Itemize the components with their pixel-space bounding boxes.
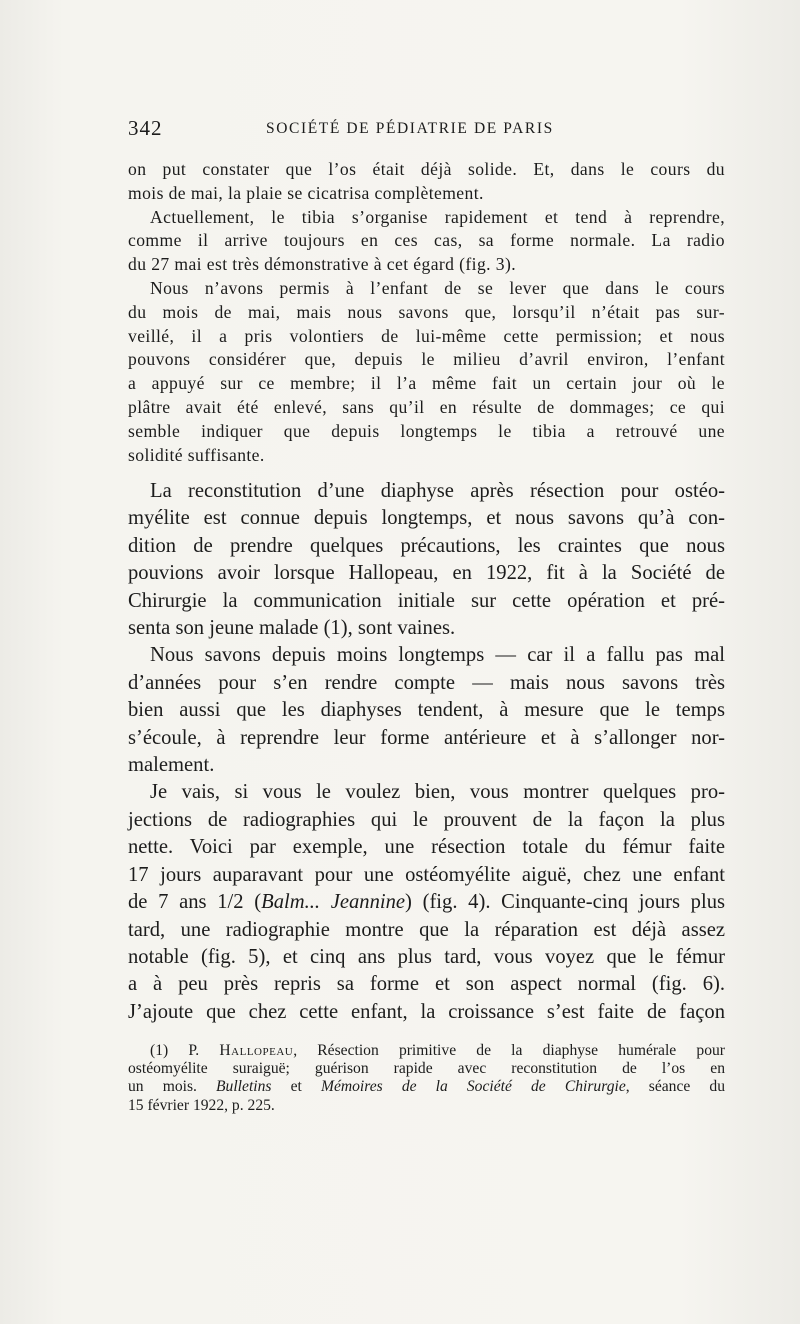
text-line: Chirurgie la communication initiale sur cette opération et pré-	[128, 589, 725, 612]
text-line: 17 jours auparavant pour une ostéomyélite aiguë, chez une enfant	[128, 863, 725, 886]
text-fragment: de 7 ans 1/2 (	[128, 891, 262, 914]
text-line: La reconstitution d’une diaphyse après résection pour ostéo-	[150, 480, 725, 502]
text-line: nette. Voici par exemple, une résection totale du fémur faite	[128, 836, 725, 859]
text-line: dition de prendre quelques précautions, les craintes que nous	[128, 534, 725, 557]
text-line: a à peu près repris sa forme et son aspect normal (fig. 6).	[128, 973, 725, 996]
text-line: pouvions avoir lorsque Hallopeau, en 1922, fit à la Société de	[128, 562, 725, 585]
text-fragment: , séance du	[625, 1078, 726, 1096]
running-title: SOCIÉTÉ DE PÉDIATRIE DE PARIS	[266, 120, 554, 137]
text-line: solidité suffisante.	[128, 444, 265, 465]
main-text	[128, 478, 725, 1026]
text-line: s’écoule, à reprendre leur forme antérieure et à s’allonger nor-	[128, 726, 725, 749]
footnote-line	[128, 1078, 725, 1096]
text-fragment: , Résection primitive de la diaphyse humérale pour	[293, 1042, 725, 1059]
text-line: d’années pour s’en rendre compte — mais nous savons très	[128, 671, 725, 694]
text-line	[128, 889, 725, 916]
text-line: veillé, il a pris volontiers de lui-même cette permission; et nous	[128, 325, 725, 346]
journal-title: Mémoires de la Société de Chirurgie	[320, 1078, 626, 1096]
text-line: malement.	[128, 754, 215, 777]
text-line: Nous n’avons permis à l’enfant de se lever que dans le cours	[150, 277, 725, 298]
text-line: Je vais, si vous le voulez bien, vous montrer quelques pro-	[150, 781, 725, 804]
text-line: on put constater que l’os était déjà solide. Et, dans le cours du	[128, 159, 725, 179]
quoted-block	[128, 158, 725, 467]
journal-title: Bulletins	[216, 1078, 272, 1096]
text-line: bien aussi que les diaphyses tendent, à mesure que le temps	[128, 699, 725, 722]
text-line: J’ajoute que chez cette enfant, la croissance s’est faite de façon	[128, 1000, 725, 1023]
page-header	[128, 116, 725, 146]
text-line: jections de radiographies qui le prouvent de la façon la plus	[128, 808, 725, 831]
text-fragment: un mois.	[128, 1078, 217, 1096]
text-line: tard, une radiographie montre que la réparation est déjà assez	[128, 918, 725, 941]
text-line: mois de mai, la plaie se cicatrisa complètement.	[128, 182, 484, 203]
text-line: plâtre avait été enlevé, sans qu’il en résulte de dommages; ce qui	[128, 396, 725, 417]
text-line: senta son jeune malade (1), sont vaines.	[128, 617, 456, 640]
page-number: 342	[128, 116, 163, 140]
patient-name: Balm... Jeannine	[261, 891, 406, 914]
text-line: a appuyé sur ce membre; il l’a même fait un certain jour où le	[128, 373, 725, 394]
footnote-marker: (1) P.	[150, 1042, 220, 1059]
text-line: notable (fig. 5), et cinq ans plus tard, vous voyez que le fémur	[128, 945, 725, 968]
text-line: du 27 mai est très démonstrative à cet égard (fig. 3).	[128, 254, 517, 275]
text-fragment: ) (fig. 4). Cinquante-cinq jours plus	[405, 891, 725, 914]
text-line: semble indiquer que depuis longtemps le tibia a retrouvé une	[128, 420, 725, 441]
text-line: du mois de mai, mais nous savons que, lorsqu’il n’était pas sur-	[128, 301, 725, 322]
footnote-line	[128, 1042, 725, 1060]
text-line: myélite est connue depuis longtemps, et nous savons qu’à con-	[128, 507, 725, 530]
text-fragment: et	[271, 1078, 321, 1096]
text-line: Nous savons depuis moins longtemps — car il a fallu pas mal	[150, 644, 725, 667]
footnote-author: Hallopeau	[219, 1042, 294, 1059]
footnote-line: ostéomyélite suraiguë; guérison rapide avec reconstitution de l’os en	[128, 1060, 725, 1078]
footnote	[128, 1042, 725, 1115]
text-line: comme il arrive toujours en ces cas, sa forme normale. La radio	[128, 230, 725, 251]
footnote-line: 15 février 1922, p. 225.	[128, 1096, 275, 1114]
text-line: Actuellement, le tibia s’organise rapidement et tend à reprendre,	[150, 206, 725, 227]
text-line: pouvons considérer que, depuis le milieu d’avril environ, l’enfant	[128, 349, 725, 370]
